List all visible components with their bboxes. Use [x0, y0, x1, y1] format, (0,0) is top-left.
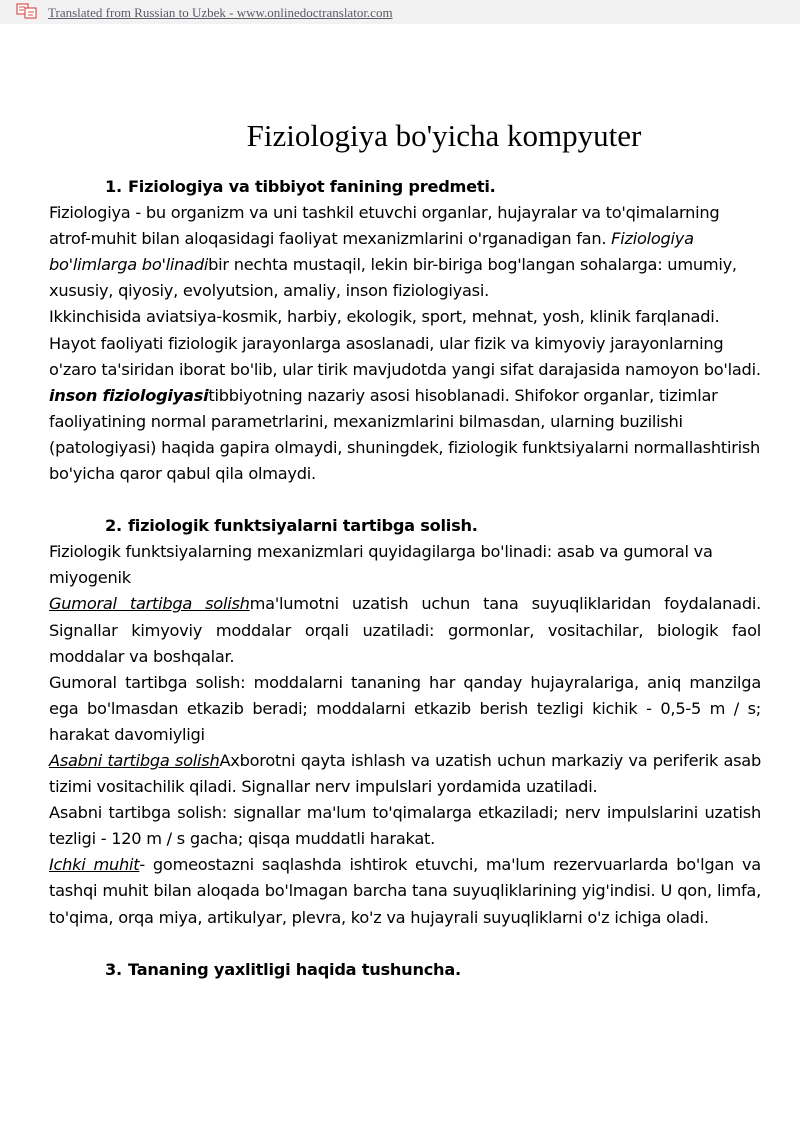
paragraph: Gumoral tartibga solish: moddalarni tananing har qanday hujayralariga, aniq manzilga ega bo'lmasdan etkazib beradi; moddalarni etkazib berish tezligi kichik - 0,5-5 m / s; harakat davomiyligi	[49, 672, 761, 744]
paragraph	[49, 591, 761, 669]
translate-icon	[16, 3, 38, 19]
section-title: Tananing yaxlitligi haqida tushuncha.	[128, 959, 461, 979]
section-3-heading	[49, 957, 761, 983]
document-title: Fiziologiya bo'yicha kompyuter	[246, 118, 642, 153]
translation-banner	[0, 0, 800, 24]
spacer	[49, 487, 761, 513]
paragraph	[49, 852, 761, 930]
document-body	[49, 174, 761, 983]
paragraph: Asabni tartibga solish: signallar ma'lum to'qimalarga etkaziladi; nerv impulslarini uzatish tezligi - 120 m / s gacha; qisqa muddatli harakat.	[49, 803, 761, 849]
text: bir nechta mustaqil, lekin bir-biriga bog'langan sohalarga: umumiy,	[208, 255, 737, 275]
section-number: 3.	[105, 959, 122, 979]
translator-link[interactable]: Translated from Russian to Uzbek - www.onlinedoctranslator.com	[48, 5, 393, 20]
section-2-heading	[49, 513, 761, 539]
paragraph: Fiziologik funktsiyalarning mexanizmlari quyidagilarga bo'linadi: asab va gumoral va miyogenik	[49, 542, 713, 588]
text: tibbiyotning nazariy asosi hisoblanadi. Shifokor organlar, tizimlar faoliyatining normal parametrlarini, mexanizmlarini bilmasdan, ularning buzilishi (patologiyasi) haqida gapira olmaydi, shuningdek, fiziologik funktsiyalarni normallashtirish bo'yicha qaror qabul qila olmaydi.	[49, 385, 761, 484]
section-number: 2.	[105, 516, 122, 536]
paragraph	[49, 200, 761, 278]
paragraph	[49, 748, 761, 800]
italic-term: Fiziologiya bo'limlarga bo'linadi	[49, 229, 694, 275]
bold-italic-term: inson fiziologiyasi	[49, 385, 209, 405]
paragraph: xususiy, qiyosiy, evolyutsion, amaliy, inson fiziologiyasi.	[49, 281, 489, 301]
text: ma'lumotni uzatish uchun tana suyuqliklaridan foydalanadi. Signallar kimyoviy moddalar orqali uzatiladi: gormonlar, vositachilar, biologik faol moddalar va boshqalar.	[49, 594, 761, 666]
text: Fiziologiya - bu organizm va uni tashkil etuvchi organlar, hujayralar va to'qimalarning atrof-muhit bilan aloqasidagi faoliyat mexanizmlarini o'rganadigan fan.	[49, 203, 720, 249]
section-title: Fiziologiya va tibbiyot fanining predmeti.	[128, 177, 496, 196]
text: Ikkinchisida aviatsiya-kosmik, harbiy, ekologik, sport, mehnat, yosh, klinik farqlanadi. Hayot faoliyati fiziologik jarayonlarga asoslanadi, ular fizik va kimyoviy jarayonlarning o'zaro ta'siridan iborat bo'lib, ular tirik mavjudotda yangi sifat darajasida namoyon bo'ladi.	[49, 307, 761, 379]
spacer	[49, 931, 761, 957]
text: Axborotni qayta ishlash va uzatish uchun markaziy va periferik asab tizimi vositachilik qiladi. Signallar nerv impulslari yordamida uzatiladi.	[49, 750, 761, 797]
underlined-term: Gumoral tartibga solish	[49, 594, 250, 614]
section-title: fiziologik funktsiyalarni tartibga solish.	[128, 516, 478, 536]
section-1-heading	[49, 174, 761, 200]
section-number: 1.	[105, 177, 122, 196]
underlined-term: Asabni tartibga solish	[49, 750, 220, 770]
paragraph	[49, 304, 761, 487]
text: - gomeostazni saqlashda ishtirok etuvchi, ma'lum rezervuarlarda bo'lgan va tashqi muhit bilan aloqada bo'lmagan barcha tana suyuqliklarining yig'indisi. U qon, limfa, to'qima, orqa miya, artikulyar, plevra, ko'z va hujayrali suyuqliklarni o'z ichiga oladi.	[49, 855, 761, 927]
underlined-term: Ichki muhit	[49, 855, 140, 875]
